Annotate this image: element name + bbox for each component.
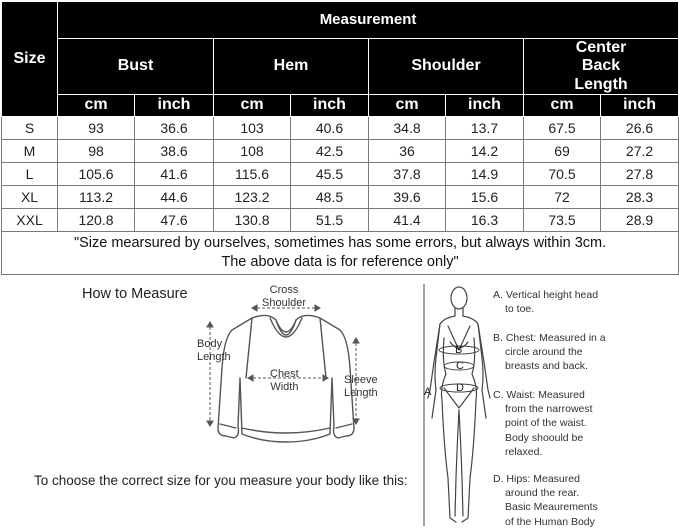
measurement-value: 40.6 <box>291 117 369 140</box>
size-label: L <box>2 163 58 186</box>
size-label: M <box>2 140 58 163</box>
body-length-label: Body Length <box>197 338 231 363</box>
measurement-value: 105.6 <box>58 163 135 186</box>
measurement-value: 67.5 <box>524 117 601 140</box>
unit-inch-header: inch <box>601 95 679 117</box>
measurement-value: 41.6 <box>135 163 214 186</box>
height-description: A. Vertical height head to toe. <box>493 289 599 316</box>
measurement-value: 15.6 <box>446 186 524 209</box>
measurement-value: 113.2 <box>58 186 135 209</box>
measurement-value: 42.5 <box>291 140 369 163</box>
hem-header: Hem <box>214 39 369 95</box>
chest-width-label: Chest Width <box>270 368 299 393</box>
measurement-value: 44.6 <box>135 186 214 209</box>
size-row-xxl <box>2 209 679 232</box>
reference-note <box>2 232 679 275</box>
measurement-value: 36 <box>369 140 446 163</box>
reference-note-line-1: "Size mearsured by ourselves, sometimes has some errors, but always within 3cm. <box>73 235 607 252</box>
measurement-value: 41.4 <box>369 209 446 232</box>
hips-description: D. Hips: Measured around the rear. Basic Meaurements of the Human Body <box>493 473 598 528</box>
measurement-value: 98 <box>58 140 135 163</box>
measurement-value: 38.6 <box>135 140 214 163</box>
unit-inch-header: inch <box>291 95 369 117</box>
measurement-value: 108 <box>214 140 291 163</box>
size-rows <box>2 117 679 232</box>
size-header: Size <box>2 2 58 117</box>
measurement-value: 27.2 <box>601 140 679 163</box>
measurement-value: 14.2 <box>446 140 524 163</box>
unit-cm-header: cm <box>214 95 291 117</box>
bust-header: Bust <box>58 39 214 95</box>
size-label: S <box>2 117 58 140</box>
unit-cm-header: cm <box>524 95 601 117</box>
measurement-value: 130.8 <box>214 209 291 232</box>
measurement-value: 16.3 <box>446 209 524 232</box>
size-label: XXL <box>2 209 58 232</box>
measurement-value: 39.6 <box>369 186 446 209</box>
size-label: XL <box>2 186 58 209</box>
unit-inch-header: inch <box>135 95 214 117</box>
size-row-l <box>2 163 679 186</box>
measurement-value: 93 <box>58 117 135 140</box>
measurement-value: 37.8 <box>369 163 446 186</box>
measurement-value: 45.5 <box>291 163 369 186</box>
measurement-value: 36.6 <box>135 117 214 140</box>
chest-marker: B <box>455 344 463 356</box>
cross-shoulder-label: Cross Shoulder <box>262 284 307 309</box>
measurement-value: 115.6 <box>214 163 291 186</box>
measurement-value: 51.5 <box>291 209 369 232</box>
measurement-value: 48.5 <box>291 186 369 209</box>
size-chart-table <box>1 1 679 275</box>
size-row-m <box>2 140 679 163</box>
measurement-value: 14.9 <box>446 163 524 186</box>
size-row-xl <box>2 186 679 209</box>
hips-marker: D <box>456 382 464 394</box>
waist-description: C. Waist: Measured from the narrowest point of the waist. Body shoould be relaxed. <box>493 389 593 458</box>
how-to-measure-title: How to Measure <box>82 286 188 302</box>
measurement-header: Measurement <box>58 2 679 39</box>
instruction-text: To choose the correct size for you measure your body like this: <box>34 473 408 488</box>
measurement-value: 103 <box>214 117 291 140</box>
measurement-value: 28.9 <box>601 209 679 232</box>
center-back-length-header: Center Back Length <box>524 39 679 95</box>
measurement-value: 47.6 <box>135 209 214 232</box>
chest-description: B. Chest: Measured in a circle around the breasts and back. <box>493 332 606 373</box>
size-row-s <box>2 117 679 140</box>
measurement-value: 72 <box>524 186 601 209</box>
unit-inch-header: inch <box>446 95 524 117</box>
measurement-value: 123.2 <box>214 186 291 209</box>
waist-marker: C <box>456 360 464 372</box>
reference-note-line-2: The above data is for reference only" <box>221 254 459 271</box>
shoulder-header: Shoulder <box>369 39 524 95</box>
sleeve-length-label: Sleeve Length <box>344 374 378 399</box>
measurement-value: 28.3 <box>601 186 679 209</box>
unit-cm-header: cm <box>369 95 446 117</box>
measurement-value: 13.7 <box>446 117 524 140</box>
measurement-value: 69 <box>524 140 601 163</box>
measurement-value: 34.8 <box>369 117 446 140</box>
measurement-value: 73.5 <box>524 209 601 232</box>
measurement-value: 26.6 <box>601 117 679 140</box>
measurement-value: 70.5 <box>524 163 601 186</box>
human-body-illustration <box>420 278 492 530</box>
measurement-value: 120.8 <box>58 209 135 232</box>
unit-cm-header: cm <box>58 95 135 117</box>
measurement-value: 27.8 <box>601 163 679 186</box>
height-marker: A <box>424 386 432 398</box>
